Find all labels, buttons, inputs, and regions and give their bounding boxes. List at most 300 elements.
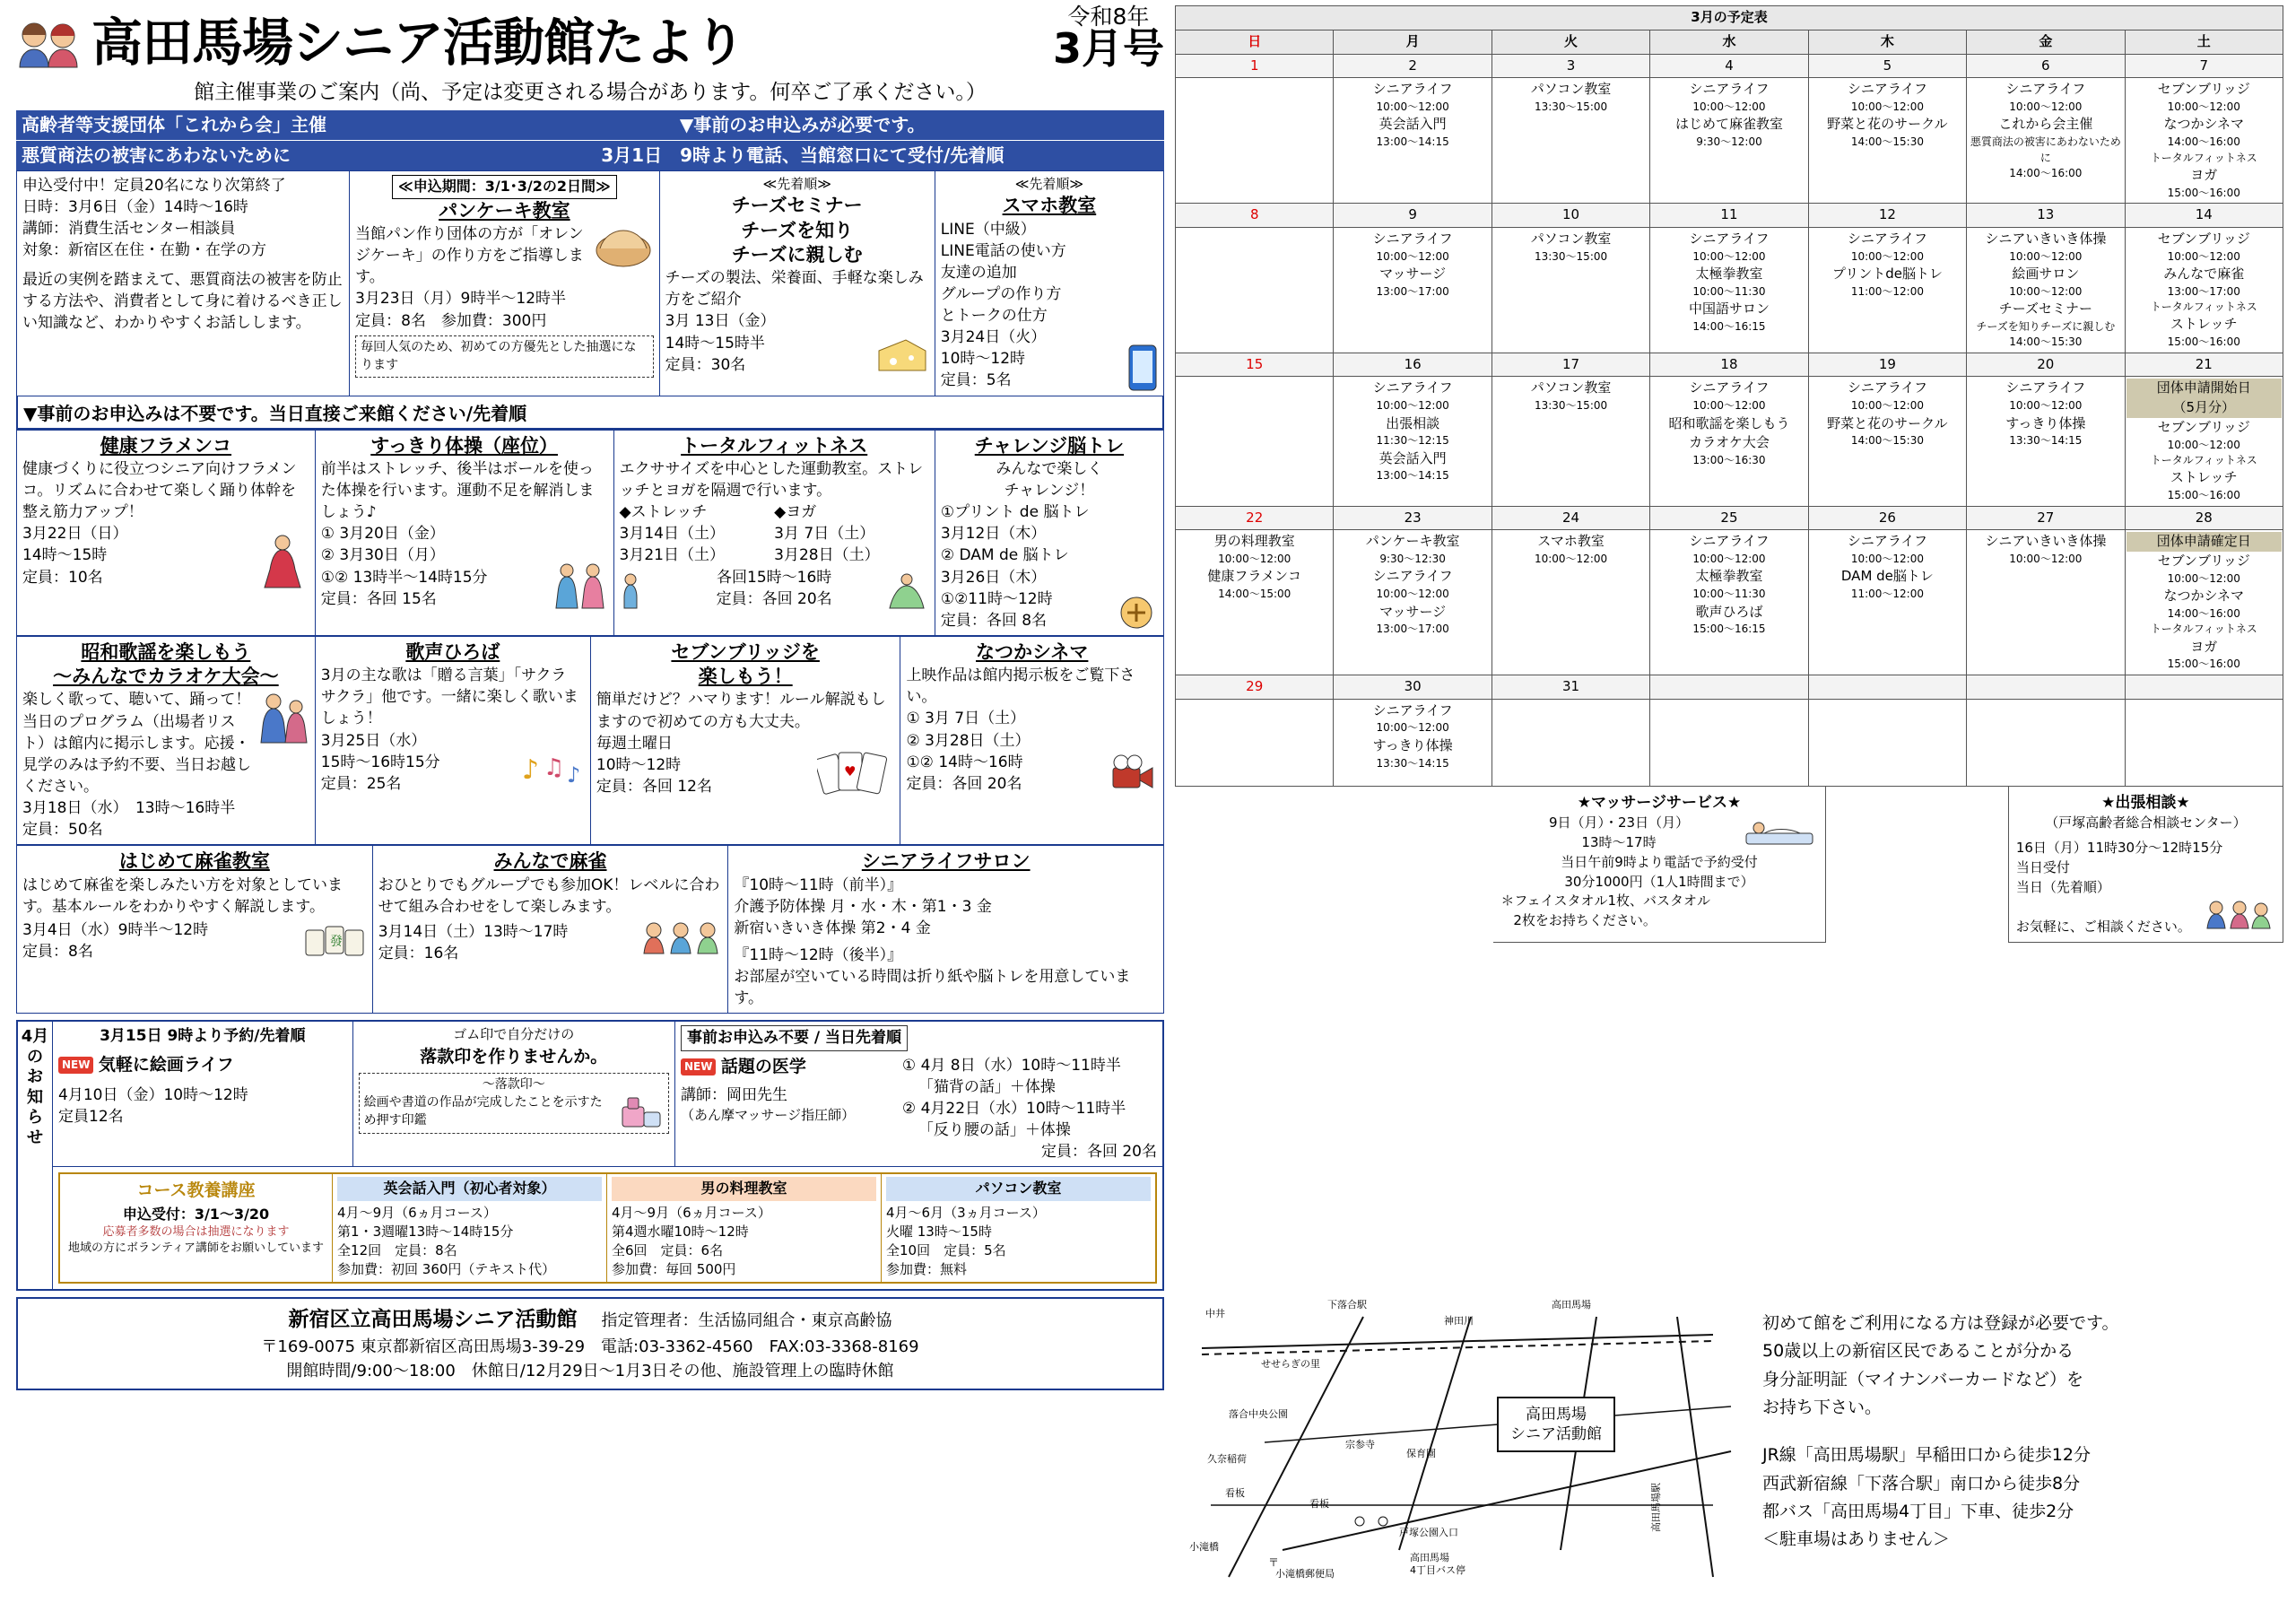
april-right-head: 事前お申込み不要 / 当日先着順 bbox=[681, 1025, 908, 1050]
cheese-time: 14時～15時半 bbox=[665, 334, 765, 353]
sukkiri-body: 前半はストレッチ、後半はボールを使った体操を行います。運動不足を解消しましょう♪ bbox=[320, 459, 595, 522]
cheese-icon bbox=[875, 335, 929, 376]
course-block bbox=[58, 1172, 1157, 1283]
kaiga-date: 4月10日（金）10時～12時 bbox=[58, 1085, 248, 1104]
calendar-cell[interactable] bbox=[1492, 227, 1649, 353]
iryo-d1: ① 4月 8日（水）10時～11時半 bbox=[901, 1056, 1121, 1075]
access-l8: ＜駐車場はありません＞ bbox=[1762, 1529, 1951, 1550]
calendar-event: 13:00～16:30 bbox=[1692, 454, 1766, 467]
calendar-event: 絵画サロン bbox=[2012, 265, 2080, 282]
kaiga-cap: 定員12名 bbox=[58, 1107, 124, 1126]
calendar-cell[interactable] bbox=[1967, 699, 2125, 786]
nohtore-l6: 3月26日（木） bbox=[940, 568, 1047, 587]
calendar-event: 15:00～16:00 bbox=[2167, 335, 2240, 349]
calendar-event: カラオケ大会 bbox=[1689, 434, 1770, 451]
stamp-sub: ～落款印～ bbox=[482, 1076, 545, 1092]
calendar-cell[interactable] bbox=[2125, 377, 2283, 506]
area-map bbox=[1175, 1281, 1749, 1595]
calendar-cell[interactable] bbox=[1492, 78, 1649, 204]
massage-service bbox=[1493, 786, 1825, 943]
calendar-event: 10:00～11:30 bbox=[1692, 588, 1766, 601]
flamenco-date: 3月22日（日） bbox=[22, 525, 128, 544]
totalfitness-d3: 3月21日（土） bbox=[619, 546, 725, 565]
svg-text:♥: ♥ bbox=[844, 763, 857, 780]
band-left-line1: 高齢者等支援団体「これから会」主催 bbox=[16, 110, 441, 140]
calendar-event: 13:00～17:00 bbox=[1376, 284, 1449, 298]
calendar-event: シニアライフ bbox=[1689, 81, 1770, 98]
calendar-cell[interactable] bbox=[1176, 227, 1334, 353]
calendar-event: 歌声ひろば bbox=[1695, 603, 1763, 620]
svg-text:♪: ♪ bbox=[521, 753, 540, 786]
calendar-cell[interactable] bbox=[1808, 78, 1966, 204]
calendar-event: すっきり体操 bbox=[2005, 414, 2086, 431]
calendar-event: 14:00～16:00 bbox=[2009, 166, 2083, 179]
subtitle: 館主催事業のご案内（尚、予定は変更される場合があります。何卒ご了承ください。） bbox=[194, 81, 987, 104]
access-l2: 50歳以上の新宿区民であることが分かる bbox=[1762, 1341, 2074, 1362]
program-sukkiri bbox=[315, 430, 613, 635]
calendar-event: 太極拳教室 bbox=[1695, 265, 1763, 282]
movie-camera-icon bbox=[1109, 753, 1158, 795]
cinema-d1: ① 3月 7日（土） bbox=[906, 710, 1026, 728]
new-badge: NEW bbox=[58, 1057, 93, 1074]
calendar-event: シニアライフ bbox=[1847, 379, 1927, 396]
no-apply-band: ▼事前のお申込みは不要です。当日直接ご来館ください/先着順 bbox=[16, 396, 1164, 430]
calendar-event: 10:00～12:00 bbox=[2167, 249, 2240, 263]
calendar-cell[interactable] bbox=[1808, 377, 1966, 506]
program-totalfitness bbox=[613, 430, 935, 635]
sevenbridge-title2: 楽しもう！ bbox=[698, 666, 793, 688]
stamp-icon bbox=[617, 1094, 664, 1130]
cinema-time: ①② 14時～16時 bbox=[906, 753, 1023, 771]
totalfitness-d1: 3月14日（土） bbox=[619, 525, 725, 544]
calendar-event: 14:00～15:00 bbox=[1218, 588, 1292, 601]
event-korekara bbox=[17, 171, 350, 396]
cheese-title1: チーズセミナー bbox=[731, 195, 863, 217]
calendar-cell[interactable] bbox=[1967, 377, 2125, 506]
minna-date: 3月14日（土）13時～17時 bbox=[378, 922, 569, 941]
calendar-event: 10:00～12:00 bbox=[1692, 553, 1766, 566]
korekara-target: 対象：新宿区在住・在勤・在学の方 bbox=[22, 241, 266, 260]
totalfitness-body: エクササイズを中心とした運動教室。ストレッチとヨガを隔週で行います。 bbox=[619, 459, 924, 501]
svg-text:せせらぎの里: せせらぎの里 bbox=[1261, 1358, 1320, 1370]
korekara-date: 日時：3月6日（金）14時～16時 bbox=[22, 198, 248, 217]
program-natsukashinema bbox=[900, 636, 1164, 844]
sevenbridge-cap: 定員：各回 12名 bbox=[596, 777, 712, 796]
nohtore-time: ①②11時～12時 bbox=[940, 589, 1053, 608]
monthly-calendar bbox=[1175, 5, 2283, 787]
calendar-day-number: 29 bbox=[1176, 675, 1334, 699]
iryo-d2: ② 4月22日（水）10時～11時半 bbox=[901, 1099, 1126, 1118]
calendar-event: 10:00～11:30 bbox=[1692, 284, 1766, 298]
calendar-day-number: 20 bbox=[1967, 353, 2125, 377]
showa-body: 楽しく歌って、聴いて、踊って！当日のプログラム（出場者リスト）は館内に掲示します。応援・見学のみは予約不要、当日お越しください。 bbox=[22, 691, 251, 796]
calendar-day-number: 5 bbox=[1808, 54, 1966, 78]
soudan-service bbox=[2008, 786, 2283, 943]
calendar-cell[interactable] bbox=[1176, 530, 1334, 675]
calendar-cell[interactable] bbox=[1650, 699, 1808, 786]
salon-l4: 『11時～12時（後半）』 bbox=[734, 946, 903, 965]
calendar-event: ストレッチ bbox=[2170, 469, 2238, 486]
calendar-event: 出張相談 bbox=[1386, 414, 1440, 431]
calendar-day-number: 9 bbox=[1334, 204, 1492, 228]
cinema-cap: 定員：各回 20名 bbox=[906, 774, 1022, 793]
svg-text:♪: ♪ bbox=[566, 762, 581, 788]
nohtore-l3: ①プリント de 脳トレ bbox=[940, 503, 1090, 522]
program-nohtore bbox=[935, 430, 1163, 635]
calendar-event: パンケーキ教室 bbox=[1365, 533, 1460, 550]
calendar-cell[interactable] bbox=[1650, 377, 1808, 506]
calendar-event: プリントde脳トレ bbox=[1831, 265, 1943, 282]
calendar-event: シニアライフ bbox=[1847, 230, 1927, 247]
consultation-icon bbox=[2200, 897, 2275, 936]
april-side-label: 4月のお知らせ bbox=[18, 1022, 53, 1288]
calendar-cell[interactable] bbox=[2125, 78, 2283, 204]
calendar-event: シニアいきいき体操 bbox=[1985, 230, 2107, 247]
calendar-number-row bbox=[1176, 204, 2283, 228]
smaho-l4: グループの作り方 bbox=[940, 284, 1062, 303]
calendar-cell[interactable] bbox=[1334, 78, 1492, 204]
sukkiri-cap: 定員：各回 15名 bbox=[320, 589, 437, 608]
issue-month: 3月号 bbox=[1052, 24, 1164, 73]
calendar-cell[interactable] bbox=[2125, 530, 2283, 675]
yoga-icon bbox=[884, 570, 929, 610]
calendar-day-number: 8 bbox=[1176, 204, 1334, 228]
calendar-day-number: 31 bbox=[1492, 675, 1649, 699]
calendar-cell[interactable] bbox=[1334, 530, 1492, 675]
massage-l5: ＊フェイスタオル1枚、バスタオル bbox=[1500, 893, 1710, 910]
facility-footer bbox=[16, 1297, 1164, 1391]
course-2-l3: 全10回 定員：5名 bbox=[886, 1241, 1006, 1258]
program-senior-life-salon bbox=[728, 846, 1164, 1014]
calendar-event: パソコン教室 bbox=[1530, 81, 1612, 98]
svg-text:高田馬場: 高田馬場 bbox=[1410, 1552, 1449, 1563]
pancake-body: 当館パン作り団体の方が「オレンジケーキ」の作り方をご指導します。 bbox=[355, 225, 584, 287]
calendar-cell[interactable] bbox=[1334, 227, 1492, 353]
svg-text:看板: 看板 bbox=[1225, 1487, 1245, 1499]
masthead bbox=[16, 4, 1164, 73]
calendar-cell[interactable] bbox=[1808, 699, 1966, 786]
dow-fri: 金 bbox=[1967, 30, 2125, 54]
course-1-l3: 全6回 定員：6名 bbox=[612, 1241, 724, 1258]
calendar-event: 14:00～16:00 bbox=[2167, 135, 2240, 149]
course-2-l2: 火曜 13時～15時 bbox=[886, 1223, 992, 1240]
svg-text:發: 發 bbox=[329, 934, 343, 949]
calendar-cell[interactable] bbox=[1967, 227, 2125, 353]
minna-title: みんなで麻雀 bbox=[493, 850, 607, 873]
calendar-event: セブンブリッジ bbox=[2157, 81, 2250, 98]
april-rakkan bbox=[352, 1022, 674, 1166]
calendar-cell[interactable] bbox=[1650, 227, 1808, 353]
event-smaho bbox=[935, 171, 1163, 396]
course-0-l1: 4月～9月（6ヵ月コース） bbox=[337, 1204, 497, 1221]
minna-body: おひとりでもグループでも参加OK！レベルに合わせて組み合わせをして楽しみます。 bbox=[378, 875, 720, 916]
calendar-event: 太極拳教室 bbox=[1695, 568, 1763, 585]
access-l7: 都バス「高田馬場4丁目」下車、徒歩2分 bbox=[1762, 1502, 2074, 1522]
calendar-event-row bbox=[1176, 227, 2283, 353]
calendar-cell[interactable] bbox=[1650, 530, 1808, 675]
smaho-l3: 友達の追加 bbox=[940, 263, 1017, 282]
event-pancake bbox=[350, 171, 660, 396]
calendar-event: なつかシネマ bbox=[2163, 588, 2245, 605]
iryo-d2b: 「反り腰の話」＋体操 bbox=[918, 1120, 1071, 1139]
massage-l3: 当日午前9時より電話で予約受付 bbox=[1561, 853, 1758, 870]
calendar-cell[interactable] bbox=[1492, 699, 1649, 786]
calendar-event: 14:00～16:00 bbox=[2167, 606, 2240, 620]
course-apply: 申込受付：3/1～3/20 bbox=[122, 1205, 270, 1223]
calendar-event: 英会話入門 bbox=[1378, 449, 1447, 466]
course-eikaiwa bbox=[332, 1174, 606, 1281]
mahjong-tiles-icon bbox=[302, 918, 367, 962]
course-2-name: パソコン教室 bbox=[886, 1177, 1151, 1200]
iryo-cap: 定員：各回 20名 bbox=[1040, 1143, 1157, 1162]
calendar-event: みんなで麻雀 bbox=[2163, 265, 2245, 282]
course-ryori bbox=[606, 1174, 881, 1281]
sevenbridge-body: 簡単だけど？ハマります！ルール解説もしますので初めての方も大丈夫。 bbox=[596, 691, 886, 731]
cheese-order: ≪先着順≫ bbox=[762, 176, 831, 192]
totalfitness-d4: 3月28日（土） bbox=[774, 546, 880, 565]
facility-name: 新宿区立高田馬場シニア活動館 bbox=[288, 1307, 578, 1331]
sukkiri-d2: ② 3月30日（月） bbox=[320, 546, 445, 565]
calendar-event: 健康フラメンコ bbox=[1207, 568, 1301, 585]
cheese-title3: チーズに親しむ bbox=[731, 243, 863, 266]
calendar-day-number: 13 bbox=[1967, 204, 2125, 228]
smaho-l5: とトークの仕方 bbox=[940, 307, 1048, 326]
calendar-event: チーズを知りチーズに親しむ bbox=[1976, 319, 2116, 333]
calendar-event: 11:00～12:00 bbox=[1850, 284, 1924, 298]
facility-hours: 開館時間/9:00～18:00 休館日/12月29日～1月3日その他、施設管理上の臨時休館 bbox=[286, 1362, 894, 1381]
massage-l2: 13時～17時 bbox=[1581, 834, 1657, 850]
calendar-event: 野菜と花のサークル bbox=[1827, 116, 1948, 133]
hajimete-date: 3月4日（水）9時半～12時 bbox=[22, 920, 209, 939]
svg-text:4丁目バス停: 4丁目バス停 bbox=[1410, 1564, 1465, 1576]
flamenco-body: 健康づくりに役立つシニア向けフラメンコ。リズムに合わせて楽しく踊り体幹を整え筋力アップ！ bbox=[22, 459, 297, 522]
calendar-cell[interactable] bbox=[2125, 227, 2283, 353]
calendar-event: シニアライフ bbox=[1847, 533, 1927, 550]
calendar-event: 10:00～12:00 bbox=[2167, 438, 2240, 451]
flamenco-time: 14時～15時 bbox=[22, 546, 108, 565]
april-left-head: 3月15日 9時より予約/先着順 bbox=[100, 1027, 306, 1046]
svg-text:中井: 中井 bbox=[1205, 1308, 1225, 1319]
calendar-event: 10:00～12:00 bbox=[1850, 249, 1924, 263]
calendar-day-number bbox=[2125, 675, 2283, 699]
hajimete-title: はじめて麻雀教室 bbox=[118, 850, 270, 873]
new-badge-2: NEW bbox=[681, 1058, 716, 1075]
calendar-cell[interactable] bbox=[1334, 377, 1492, 506]
calendar-day-number: 4 bbox=[1650, 54, 1808, 78]
calendar-number-row bbox=[1176, 675, 2283, 699]
calendar-event: セブンブリッジ bbox=[2157, 418, 2250, 435]
calendar-number-row bbox=[1176, 54, 2283, 78]
svg-text:看板: 看板 bbox=[1309, 1498, 1329, 1510]
kaiga-title: 気軽に絵画ライフ bbox=[98, 1054, 234, 1075]
calendar-event: 14:00～15:30 bbox=[1850, 434, 1924, 448]
band-right-line1: ▼事前のお申込みが必要です。 bbox=[441, 110, 1164, 140]
svg-text:宗参寺: 宗参寺 bbox=[1345, 1439, 1375, 1450]
svg-text:保育園: 保育園 bbox=[1406, 1448, 1436, 1459]
calendar-event: シニアライフ bbox=[1372, 230, 1453, 247]
calendar-day-number: 19 bbox=[1808, 353, 1966, 377]
utagoe-time: 15時～16時15分 bbox=[320, 753, 440, 771]
calendar-event: トータルフィットネス bbox=[2150, 300, 2257, 314]
pancake-note: 毎回人気のため、初めての方優先とした抽選になります bbox=[355, 335, 654, 379]
massage-l4: 30分1000円（1人1時間まで） bbox=[1564, 873, 1754, 890]
cheese-date: 3月 13日（金） bbox=[665, 312, 776, 331]
korekara-lecturer: 講師：消費生活センター相談員 bbox=[22, 220, 236, 239]
totalfitness-cap: 定員：各回 20名 bbox=[716, 589, 832, 608]
calendar-cell[interactable] bbox=[1176, 699, 1334, 786]
band-right-line2: 3月1日 9時より電話、当館窓口にて受付/先着順 bbox=[441, 140, 1164, 170]
programs-row3 bbox=[16, 845, 1164, 1014]
soudan-title: ★出張相談★ bbox=[2101, 793, 2190, 812]
calendar-day-number: 18 bbox=[1650, 353, 1808, 377]
calendar-event: トータルフィットネス bbox=[2150, 454, 2257, 467]
calendar-day-number: 23 bbox=[1334, 506, 1492, 530]
nohtore-title: チャレンジ脳トレ bbox=[974, 434, 1125, 457]
calendar-event: シニアライフ bbox=[1689, 230, 1770, 247]
calendar-day-number bbox=[1650, 675, 1808, 699]
calendar-event: 10:00～12:00 bbox=[1534, 553, 1608, 566]
korekara-status: 申込受付中！定員20名になり次第終了 bbox=[22, 177, 286, 195]
calendar-event: 10:00～12:00 bbox=[2167, 571, 2240, 585]
program-minna-mahjong bbox=[372, 846, 728, 1014]
svg-text:♫: ♫ bbox=[543, 753, 565, 781]
calendar-event: 10:00～12:00 bbox=[1376, 249, 1449, 263]
salon-l5: お部屋が空いている時間は折り紙や脳トレを用意しています。 bbox=[734, 968, 1131, 1008]
course-1-l2: 第4週水曜10時～12時 bbox=[612, 1223, 749, 1240]
calendar-event: 13:30～14:15 bbox=[1376, 756, 1449, 770]
calendar-day-number: 3 bbox=[1492, 54, 1649, 78]
salon-l1: 『10時～11時（前半）』 bbox=[734, 875, 903, 894]
calendar-event: 10:00～12:00 bbox=[2009, 249, 2083, 263]
calendar-event: 15:00～16:00 bbox=[2167, 186, 2240, 199]
svg-text:神田川: 神田川 bbox=[1444, 1315, 1474, 1327]
calendar-cell[interactable] bbox=[1967, 530, 2125, 675]
calendar-day-number: 17 bbox=[1492, 353, 1649, 377]
calendar-event: 団体申請開始日 bbox=[2126, 379, 2282, 398]
dow-sat: 土 bbox=[2125, 30, 2283, 54]
access-info bbox=[1762, 1310, 2283, 1554]
calendar-day-number: 11 bbox=[1650, 204, 1808, 228]
totalfitness-h2: ◆ヨガ bbox=[774, 503, 817, 522]
nohtore-l5: ② DAM de 脳トレ bbox=[940, 546, 1069, 565]
cheese-title2: チーズを知り bbox=[741, 219, 854, 241]
calendar-event: 13:30～15:00 bbox=[1534, 249, 1608, 263]
calendar-event: 14:00～15:30 bbox=[2009, 335, 2083, 349]
calendar-event: 13:00～14:15 bbox=[1376, 469, 1449, 483]
calendar-cell[interactable] bbox=[1176, 78, 1334, 204]
calendar-number-row bbox=[1176, 353, 2283, 377]
calendar-event: 13:30～15:00 bbox=[1534, 399, 1608, 413]
showa-title2: ～みんなでカラオケ大会～ bbox=[53, 666, 279, 688]
calendar-cell[interactable] bbox=[1650, 78, 1808, 204]
calendar-event: 9:30～12:30 bbox=[1379, 553, 1446, 566]
calendar-event: 13:00～17:00 bbox=[1376, 623, 1449, 636]
calendar-day-number: 16 bbox=[1334, 353, 1492, 377]
calendar-day-number: 14 bbox=[2125, 204, 2283, 228]
calendar-event: すっきり体操 bbox=[1372, 736, 1453, 753]
calendar-cell[interactable] bbox=[1334, 699, 1492, 786]
course-0-name: 英会話入門（初心者対象） bbox=[337, 1177, 602, 1200]
calendar-cell[interactable] bbox=[1176, 377, 1334, 506]
calendar-cell[interactable] bbox=[1808, 227, 1966, 353]
iryo-lect1: 講師：岡田先生 bbox=[680, 1085, 787, 1104]
calendar-cell[interactable] bbox=[2125, 699, 2283, 786]
calendar-event: スマホ教室 bbox=[1537, 533, 1605, 550]
course-pc bbox=[881, 1174, 1155, 1281]
course-1-l1: 4月～9月（6ヵ月コース） bbox=[612, 1204, 771, 1221]
calendar-event: これから会主催 bbox=[1998, 116, 2093, 133]
calendar-event: 11:00～12:00 bbox=[1850, 588, 1924, 601]
top-band bbox=[16, 110, 1164, 170]
showa-cap: 定員：50名 bbox=[22, 821, 103, 840]
pancake-cap: 定員：8名 参加費：300円 bbox=[355, 311, 547, 330]
programs-row2 bbox=[16, 636, 1164, 845]
soudan-l1: （戸塚高齢者総合相談センター） bbox=[2045, 814, 2247, 832]
calendar-event-row bbox=[1176, 699, 2283, 786]
calendar-dow-row bbox=[1176, 30, 2283, 54]
calendar-event: 13:00～14:15 bbox=[1376, 135, 1449, 149]
access-l3: 身分証明証（マイナンバーカードなど）を bbox=[1762, 1369, 2083, 1389]
dow-wed: 水 bbox=[1650, 30, 1808, 54]
calendar-event: マッサージ bbox=[1379, 603, 1447, 620]
featured-events bbox=[16, 170, 1164, 396]
course-0-l3: 全12回 定員：8名 bbox=[337, 1241, 457, 1258]
calendar-day-number: 15 bbox=[1176, 353, 1334, 377]
calendar-event: シニアライフ bbox=[1689, 533, 1770, 550]
calendar-event: 団体申請確定日 bbox=[2126, 532, 2282, 552]
svg-text:シニア活動館: シニア活動館 bbox=[1510, 1425, 1602, 1443]
pancake-period: ≪申込期間：3/1･3/2の2日間≫ bbox=[392, 175, 617, 199]
left-column bbox=[16, 5, 1164, 1606]
nohtore-l2: チャレンジ！ bbox=[1004, 482, 1095, 501]
course-2-l1: 4月～6月（3ヵ月コース） bbox=[886, 1204, 1046, 1221]
calendar-cell[interactable] bbox=[1492, 377, 1649, 506]
calendar-event: 10:00～12:00 bbox=[2167, 100, 2240, 113]
calendar-cell[interactable] bbox=[1492, 530, 1649, 675]
dow-mon: 月 bbox=[1334, 30, 1492, 54]
dow-sun: 日 bbox=[1176, 30, 1334, 54]
program-sevenbridge bbox=[590, 636, 900, 844]
smaho-date: 3月24日（火） bbox=[940, 328, 1047, 347]
facility-manager: 指定管理者：生活協同組合・東京高齢協 bbox=[601, 1311, 892, 1330]
calendar-event: シニアライフ bbox=[1847, 81, 1927, 98]
calendar-event: 中国語サロン bbox=[1688, 300, 1770, 318]
smaho-l2: LINE電話の使い方 bbox=[940, 241, 1066, 260]
calendar-cell[interactable] bbox=[1808, 530, 1966, 675]
calendar-event: 10:00～12:00 bbox=[1218, 553, 1292, 566]
showa-date: 3月18日（水） 13時～16時半 bbox=[22, 799, 236, 818]
flamenco-dancer-icon bbox=[256, 533, 309, 588]
calendar-event: 14:00～15:30 bbox=[1850, 135, 1924, 149]
calendar-event: 10:00～12:00 bbox=[2009, 553, 2083, 566]
totalfitness-time: 各回15時～16時 bbox=[717, 568, 832, 587]
calendar-event: 10:00～12:00 bbox=[1850, 100, 1924, 113]
pancake-title: パンケーキ教室 bbox=[439, 199, 570, 222]
calendar-event: シニアライフ bbox=[2005, 379, 2086, 396]
massage-title: ★マッサージサービス★ bbox=[1577, 793, 1742, 812]
calendar-cell[interactable] bbox=[1967, 78, 2125, 204]
calendar-day-number: 24 bbox=[1492, 506, 1649, 530]
course-note2: 地域の方にボランティア講師をお願いしています bbox=[68, 1241, 324, 1256]
calendar-event: 13:30～15:00 bbox=[1534, 100, 1608, 113]
april-iryo bbox=[674, 1022, 1162, 1166]
band-left-line2: 悪質商法の被害にあわないために bbox=[16, 140, 441, 170]
calendar-event: 10:00～12:00 bbox=[1692, 399, 1766, 413]
calendar-event: 英会話入門 bbox=[1378, 116, 1447, 133]
calendar-event-row bbox=[1176, 530, 2283, 675]
flamenco-title: 健康フラメンコ bbox=[100, 434, 232, 457]
music-notes-icon bbox=[522, 748, 585, 795]
